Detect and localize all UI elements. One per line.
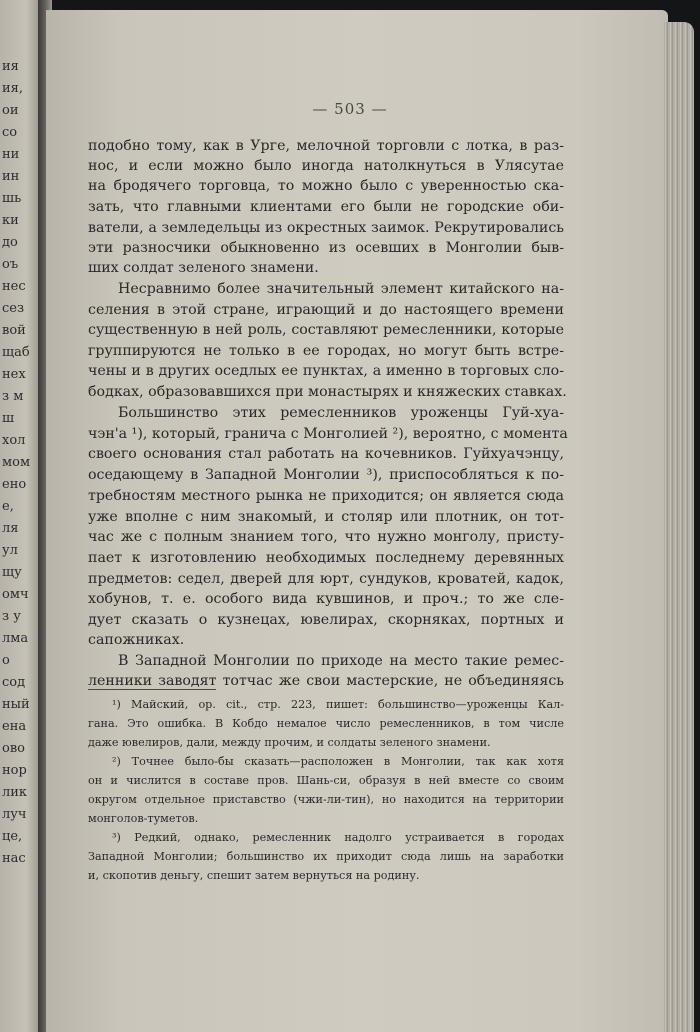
footnote-line: монголов-туметов. bbox=[88, 812, 199, 825]
left-page-fragment: нес bbox=[2, 279, 26, 294]
body-line: чэн'а ¹), который, граничa с Монголией ²), вероятно, с момента bbox=[88, 426, 568, 442]
footnote-line: ²) Точнее было-бы сказать—расположен в Монголии, так как хотя bbox=[112, 755, 564, 768]
footnote-line: Западной Монголии; большинство их приходит сюда лишь на заработки bbox=[88, 850, 564, 863]
body-line: чены и в других оседлых ее пунктах, а именно в торговых сло- bbox=[88, 363, 564, 379]
footnote-line: гана. Это ошибка. В Кобдо немалое число ремесленников, в том числе bbox=[88, 717, 564, 730]
left-page-fragment: ул bbox=[2, 543, 18, 558]
left-page-fragment: ки bbox=[2, 213, 19, 228]
body-line: дует сказать о кузнецах, ювелирах, скорняках, портных и bbox=[88, 612, 564, 628]
left-page-fragment: лик bbox=[2, 785, 28, 800]
left-page-fragment: щаб bbox=[2, 345, 30, 360]
left-page-fragment: з м bbox=[2, 389, 24, 404]
body-line: бодках, образовавшихся при монастырях и княжеских ставках. bbox=[88, 384, 567, 400]
left-page-fragment: ово bbox=[2, 741, 25, 756]
body-line: своего основания стал работать на кочевников. Гуйхуачэнцу, bbox=[88, 446, 564, 462]
body-line: на бродячего торговца, то можно было с уверенностью ска- bbox=[88, 178, 564, 194]
body-line: эти разносчики обыкновенно из осевших в Монголии быв- bbox=[88, 240, 564, 256]
left-page-fragment: шь bbox=[2, 191, 22, 206]
footnote-line: ³) Редкий, однако, ремесленник надолго устраивается в городах bbox=[112, 831, 564, 844]
body-line: пает к изготовлению необходимых последнему деревянных bbox=[88, 550, 564, 566]
body-line: нос, и если можно было иногда натолкнуться в Улясутае bbox=[88, 158, 564, 174]
left-page-fragment: мом bbox=[2, 455, 31, 470]
body-line: существенную в ней роль, составляют ремесленники, которые bbox=[88, 322, 564, 338]
left-page-fragment: ин bbox=[2, 169, 20, 184]
footnote-line: ¹) Майский, op. cit., стр. 223, пишет: большинство—уроженцы Кал- bbox=[112, 698, 564, 711]
footnote-line: он и числится в составе пров. Шань-си, образуя в ней вместе со своим bbox=[88, 774, 564, 787]
left-page-fragment: ш bbox=[2, 411, 15, 426]
left-page-fragment: ои bbox=[2, 103, 19, 118]
body-line: зать, что главными клиентами его были не городские оби- bbox=[88, 199, 564, 215]
body-line: оседающему в Западной Монголии ³), приспособляться к по- bbox=[88, 467, 564, 483]
left-page-fragment: до bbox=[2, 235, 18, 250]
left-page-fragment: нор bbox=[2, 763, 27, 778]
left-page-fragment: омч bbox=[2, 587, 29, 602]
left-page-fragment: о bbox=[2, 653, 10, 668]
left-page-fragment: луч bbox=[2, 807, 27, 822]
body-line: час же с полным знанием того, что нужно монголу, присту- bbox=[88, 529, 564, 545]
left-page-fragment: ия, bbox=[2, 81, 23, 96]
left-page-fragment: з у bbox=[2, 609, 21, 624]
left-page-fragment: нех bbox=[2, 367, 26, 382]
left-page-fragment: ля bbox=[2, 521, 19, 536]
body-line: требностям местного рынка не приходится; он является сюда bbox=[88, 488, 564, 504]
footnote-line: округом отдельное приставство (чжи-ли-тин), но находится на территории bbox=[88, 793, 564, 806]
left-page-fragment: ено bbox=[2, 477, 27, 492]
left-page-fragment: сод bbox=[2, 675, 26, 690]
page-edges bbox=[664, 22, 694, 1032]
body-line: ленники заводят тотчас же свои мастерские, не объединяясь bbox=[88, 673, 564, 689]
body-line: Большинство этих ремесленников уроженцы Гуй-хуа- bbox=[118, 405, 564, 421]
body-line: хобунов, т. е. особого вида кувшинов, и проч.; то же сле- bbox=[88, 591, 564, 607]
footnote-rule bbox=[88, 689, 216, 690]
left-page-fragment: со bbox=[2, 125, 18, 140]
body-line: селения в этой стране, играющий и до настоящего времени bbox=[88, 302, 564, 318]
body-line: Несравнимо более значительный элемент китайского на- bbox=[118, 281, 564, 297]
left-page-fragment: оъ bbox=[2, 257, 19, 272]
page-number: — 503 — bbox=[312, 100, 388, 118]
body-line: предметов: седел, дверей для юрт, сундуков, кроватей, кадок, bbox=[88, 571, 564, 587]
body-line: ших солдат зеленого знамени. bbox=[88, 260, 319, 276]
footnote-line: и, скопотив деньгу, спешит затем вернуться на родину. bbox=[88, 869, 420, 882]
body-line: уже вполне с ним знакомый, и столяр или плотник, он тот- bbox=[88, 509, 564, 525]
left-page-fragment: сез bbox=[2, 301, 25, 316]
left-page-fragment: щу bbox=[2, 565, 22, 580]
left-page-fragment: це, bbox=[2, 829, 23, 844]
left-page-fragment: нас bbox=[2, 851, 26, 866]
left-page-fragment: ия bbox=[2, 59, 19, 74]
body-line: группируются не только в ее городах, но могут быть встре- bbox=[88, 343, 564, 359]
left-page-fragment: ни bbox=[2, 147, 20, 162]
left-page-fragment: хол bbox=[2, 433, 26, 448]
body-line: ватели, а земледельцы из окрестных заимок. Рекрутировались bbox=[88, 220, 564, 236]
left-page-fragment: ена bbox=[2, 719, 27, 734]
footnote-line: даже ювелиров, дали, между прочим, и солдаты зеленого знамени. bbox=[88, 736, 491, 749]
left-page-fragment: ный bbox=[2, 697, 30, 712]
body-line: В Западной Монголии по приходе на место такие ремес- bbox=[118, 653, 564, 669]
body-line: сапожниках. bbox=[88, 632, 185, 648]
left-page-fragment: вой bbox=[2, 323, 26, 338]
left-page-fragment: е, bbox=[2, 499, 14, 514]
left-page-fragment: лма bbox=[2, 631, 29, 646]
body-line: подобно тому, как в Урге, мелочной торговли с лотка, в раз- bbox=[88, 138, 564, 154]
